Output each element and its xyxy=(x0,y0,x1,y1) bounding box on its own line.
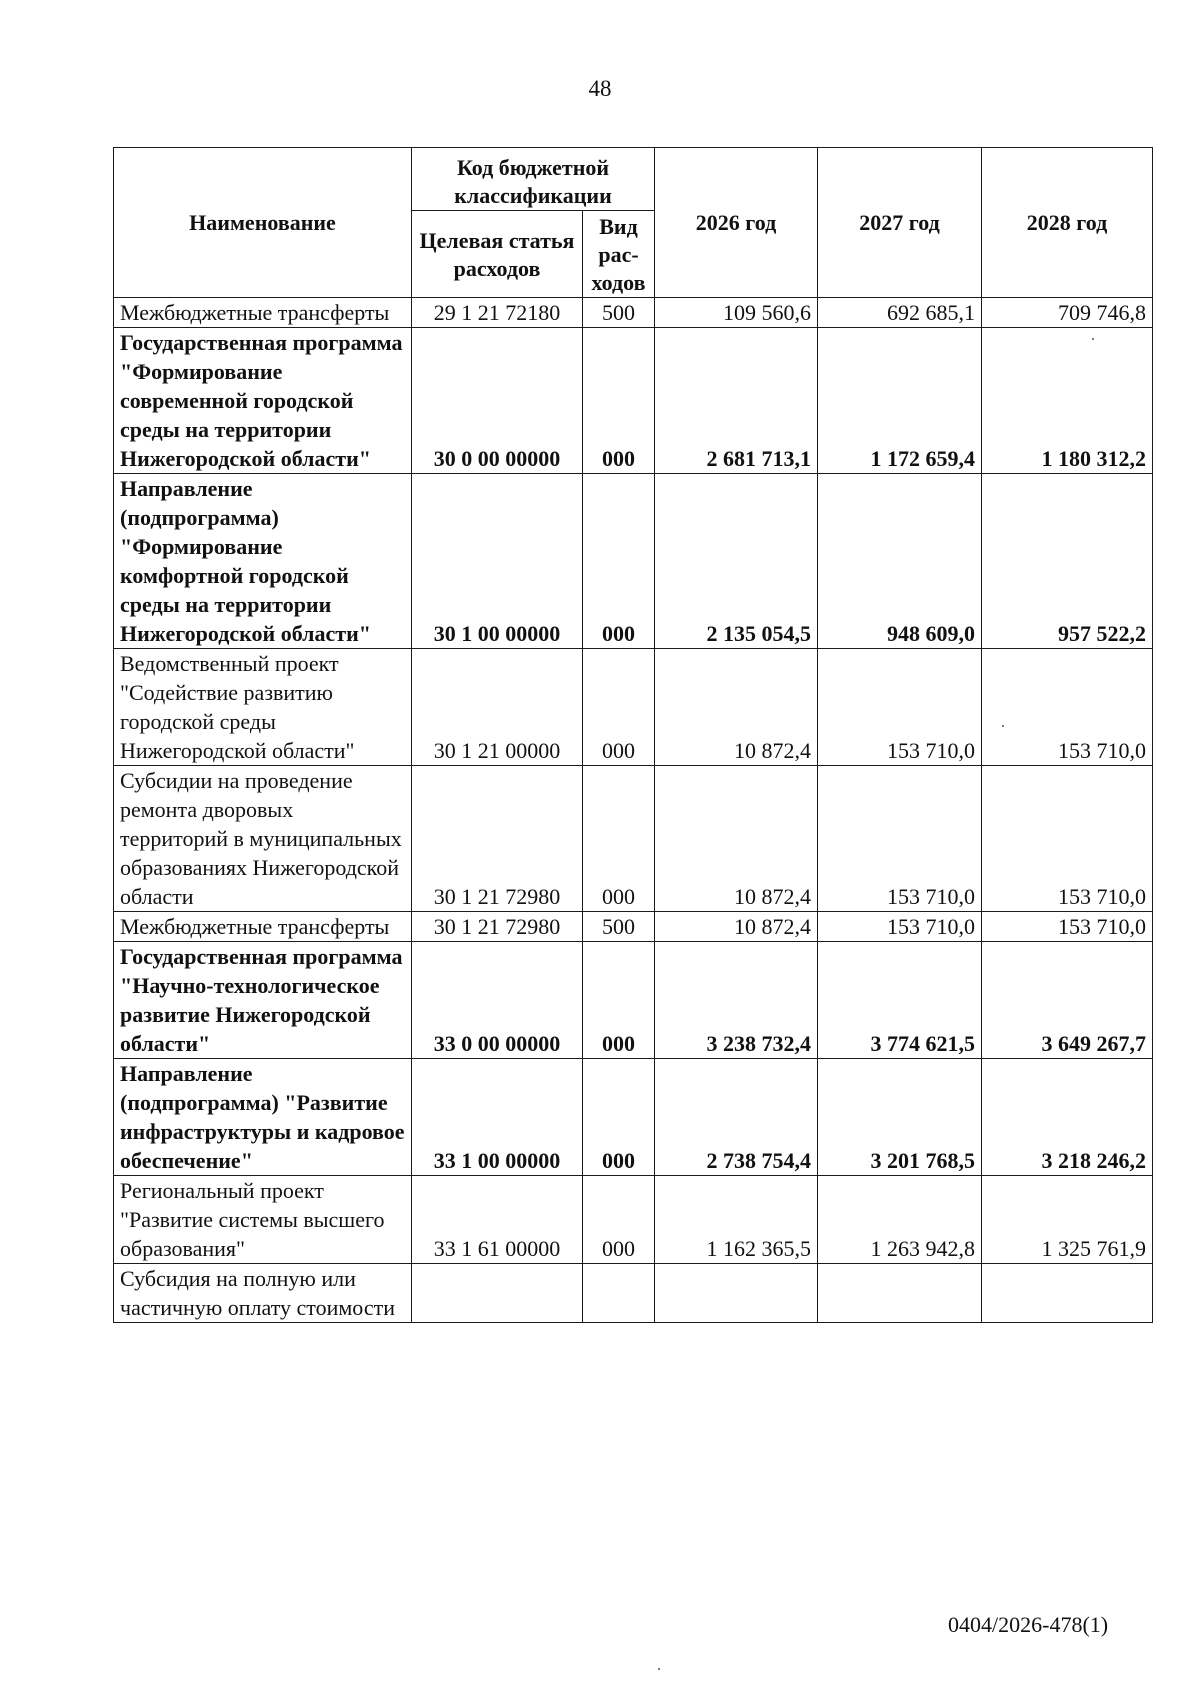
cell-2028: 3 218 246,2 xyxy=(982,1059,1153,1176)
cell-target-article: 30 1 21 72980 xyxy=(412,766,583,912)
cell-name: Государственная программа "Научно-технологическое развитие Нижегородской области" xyxy=(114,942,412,1059)
cell-2028: 957 522,2 xyxy=(982,474,1153,649)
table-row xyxy=(114,912,1153,942)
cell-name: Направление (подпрограмма) "Формирование комфортной городской среды на территории Нижегородской области" xyxy=(114,474,412,649)
cell-2026: 3 238 732,4 xyxy=(655,942,818,1059)
cell-2027: 1 172 659,4 xyxy=(818,328,982,474)
table-row xyxy=(114,298,1153,328)
cell-2027: 153 710,0 xyxy=(818,912,982,942)
cell-expense-kind: 000 xyxy=(583,328,655,474)
cell-name: Направление (подпрограмма) "Развитие инфраструктуры и кадровое обеспечение" xyxy=(114,1059,412,1176)
cell-2027: 1 263 942,8 xyxy=(818,1176,982,1264)
scan-speck xyxy=(1092,338,1094,340)
cell-2026: 2 135 054,5 xyxy=(655,474,818,649)
cell-2026: 109 560,6 xyxy=(655,298,818,328)
cell-expense-kind: 000 xyxy=(583,1059,655,1176)
cell-target-article: 29 1 21 72180 xyxy=(412,298,583,328)
cell-target-article: 30 1 21 72980 xyxy=(412,912,583,942)
table-header xyxy=(114,148,1153,298)
cell-target-article: 33 1 61 00000 xyxy=(412,1176,583,1264)
cell-name: Государственная программа "Формирование современной городской среды на территории Нижегородской области" xyxy=(114,328,412,474)
cell-2026: 1 162 365,5 xyxy=(655,1176,818,1264)
cell-2027: 3 774 621,5 xyxy=(818,942,982,1059)
cell-2028: 1 180 312,2 xyxy=(982,328,1153,474)
header-name: Наименование xyxy=(114,148,412,298)
document-code: 0404/2026-478(1) xyxy=(948,1612,1109,1637)
cell-target-article: 33 1 00 00000 xyxy=(412,1059,583,1176)
cell-name: Межбюджетные трансферты xyxy=(114,298,412,328)
table-row xyxy=(114,942,1153,1059)
scan-speck xyxy=(658,1668,660,1670)
cell-target-article xyxy=(412,1264,583,1323)
cell-expense-kind xyxy=(583,1264,655,1323)
cell-expense-kind: 000 xyxy=(583,474,655,649)
cell-expense-kind: 000 xyxy=(583,649,655,766)
cell-2027: 153 710,0 xyxy=(818,766,982,912)
cell-2027: 692 685,1 xyxy=(818,298,982,328)
cell-2027: 948 609,0 xyxy=(818,474,982,649)
cell-name: Межбюджетные трансферты xyxy=(114,912,412,942)
cell-target-article: 33 0 00 00000 xyxy=(412,942,583,1059)
cell-expense-kind: 000 xyxy=(583,1176,655,1264)
cell-expense-kind: 500 xyxy=(583,298,655,328)
header-year-2027: 2027 год xyxy=(818,148,982,298)
budget-table xyxy=(113,147,1153,1323)
page-number: 48 xyxy=(588,76,612,101)
header-expense-kind: Вид рас-ходов xyxy=(583,211,655,298)
cell-target-article: 30 0 00 00000 xyxy=(412,328,583,474)
table-row xyxy=(114,328,1153,474)
cell-2027 xyxy=(818,1264,982,1323)
cell-2026: 2 738 754,4 xyxy=(655,1059,818,1176)
cell-2026: 10 872,4 xyxy=(655,766,818,912)
header-target-article: Целевая статья расходов xyxy=(412,211,583,298)
cell-expense-kind: 000 xyxy=(583,766,655,912)
cell-name: Региональный проект "Развитие системы высшего образования" xyxy=(114,1176,412,1264)
cell-2027: 3 201 768,5 xyxy=(818,1059,982,1176)
cell-target-article: 30 1 00 00000 xyxy=(412,474,583,649)
cell-expense-kind: 500 xyxy=(583,912,655,942)
table-row xyxy=(114,1176,1153,1264)
table-row xyxy=(114,1264,1153,1323)
cell-name: Субсидия на полную или частичную оплату стоимости xyxy=(114,1264,412,1323)
table-row xyxy=(114,766,1153,912)
cell-2028: 153 710,0 xyxy=(982,766,1153,912)
table-row xyxy=(114,1059,1153,1176)
table-row xyxy=(114,474,1153,649)
cell-2028 xyxy=(982,1264,1153,1323)
cell-name: Субсидии на проведение ремонта дворовых территорий в муниципальных образованиях Нижегородской области xyxy=(114,766,412,912)
header-code-group: Код бюджетной классификации xyxy=(412,148,655,211)
cell-2028: 709 746,8 xyxy=(982,298,1153,328)
cell-2026 xyxy=(655,1264,818,1323)
cell-2026: 10 872,4 xyxy=(655,649,818,766)
cell-target-article: 30 1 21 00000 xyxy=(412,649,583,766)
cell-2027: 153 710,0 xyxy=(818,649,982,766)
cell-2028: 153 710,0 xyxy=(982,912,1153,942)
cell-name: Ведомственный проект "Содействие развитию городской среды Нижегородской области" xyxy=(114,649,412,766)
cell-2028: 1 325 761,9 xyxy=(982,1176,1153,1264)
scan-speck xyxy=(1002,725,1004,727)
header-year-2028: 2028 год xyxy=(982,148,1153,298)
table-body xyxy=(114,298,1153,1323)
cell-2028: 153 710,0 xyxy=(982,649,1153,766)
cell-2028: 3 649 267,7 xyxy=(982,942,1153,1059)
header-year-2026: 2026 год xyxy=(655,148,818,298)
table-row xyxy=(114,649,1153,766)
cell-2026: 10 872,4 xyxy=(655,912,818,942)
cell-expense-kind: 000 xyxy=(583,942,655,1059)
cell-2026: 2 681 713,1 xyxy=(655,328,818,474)
